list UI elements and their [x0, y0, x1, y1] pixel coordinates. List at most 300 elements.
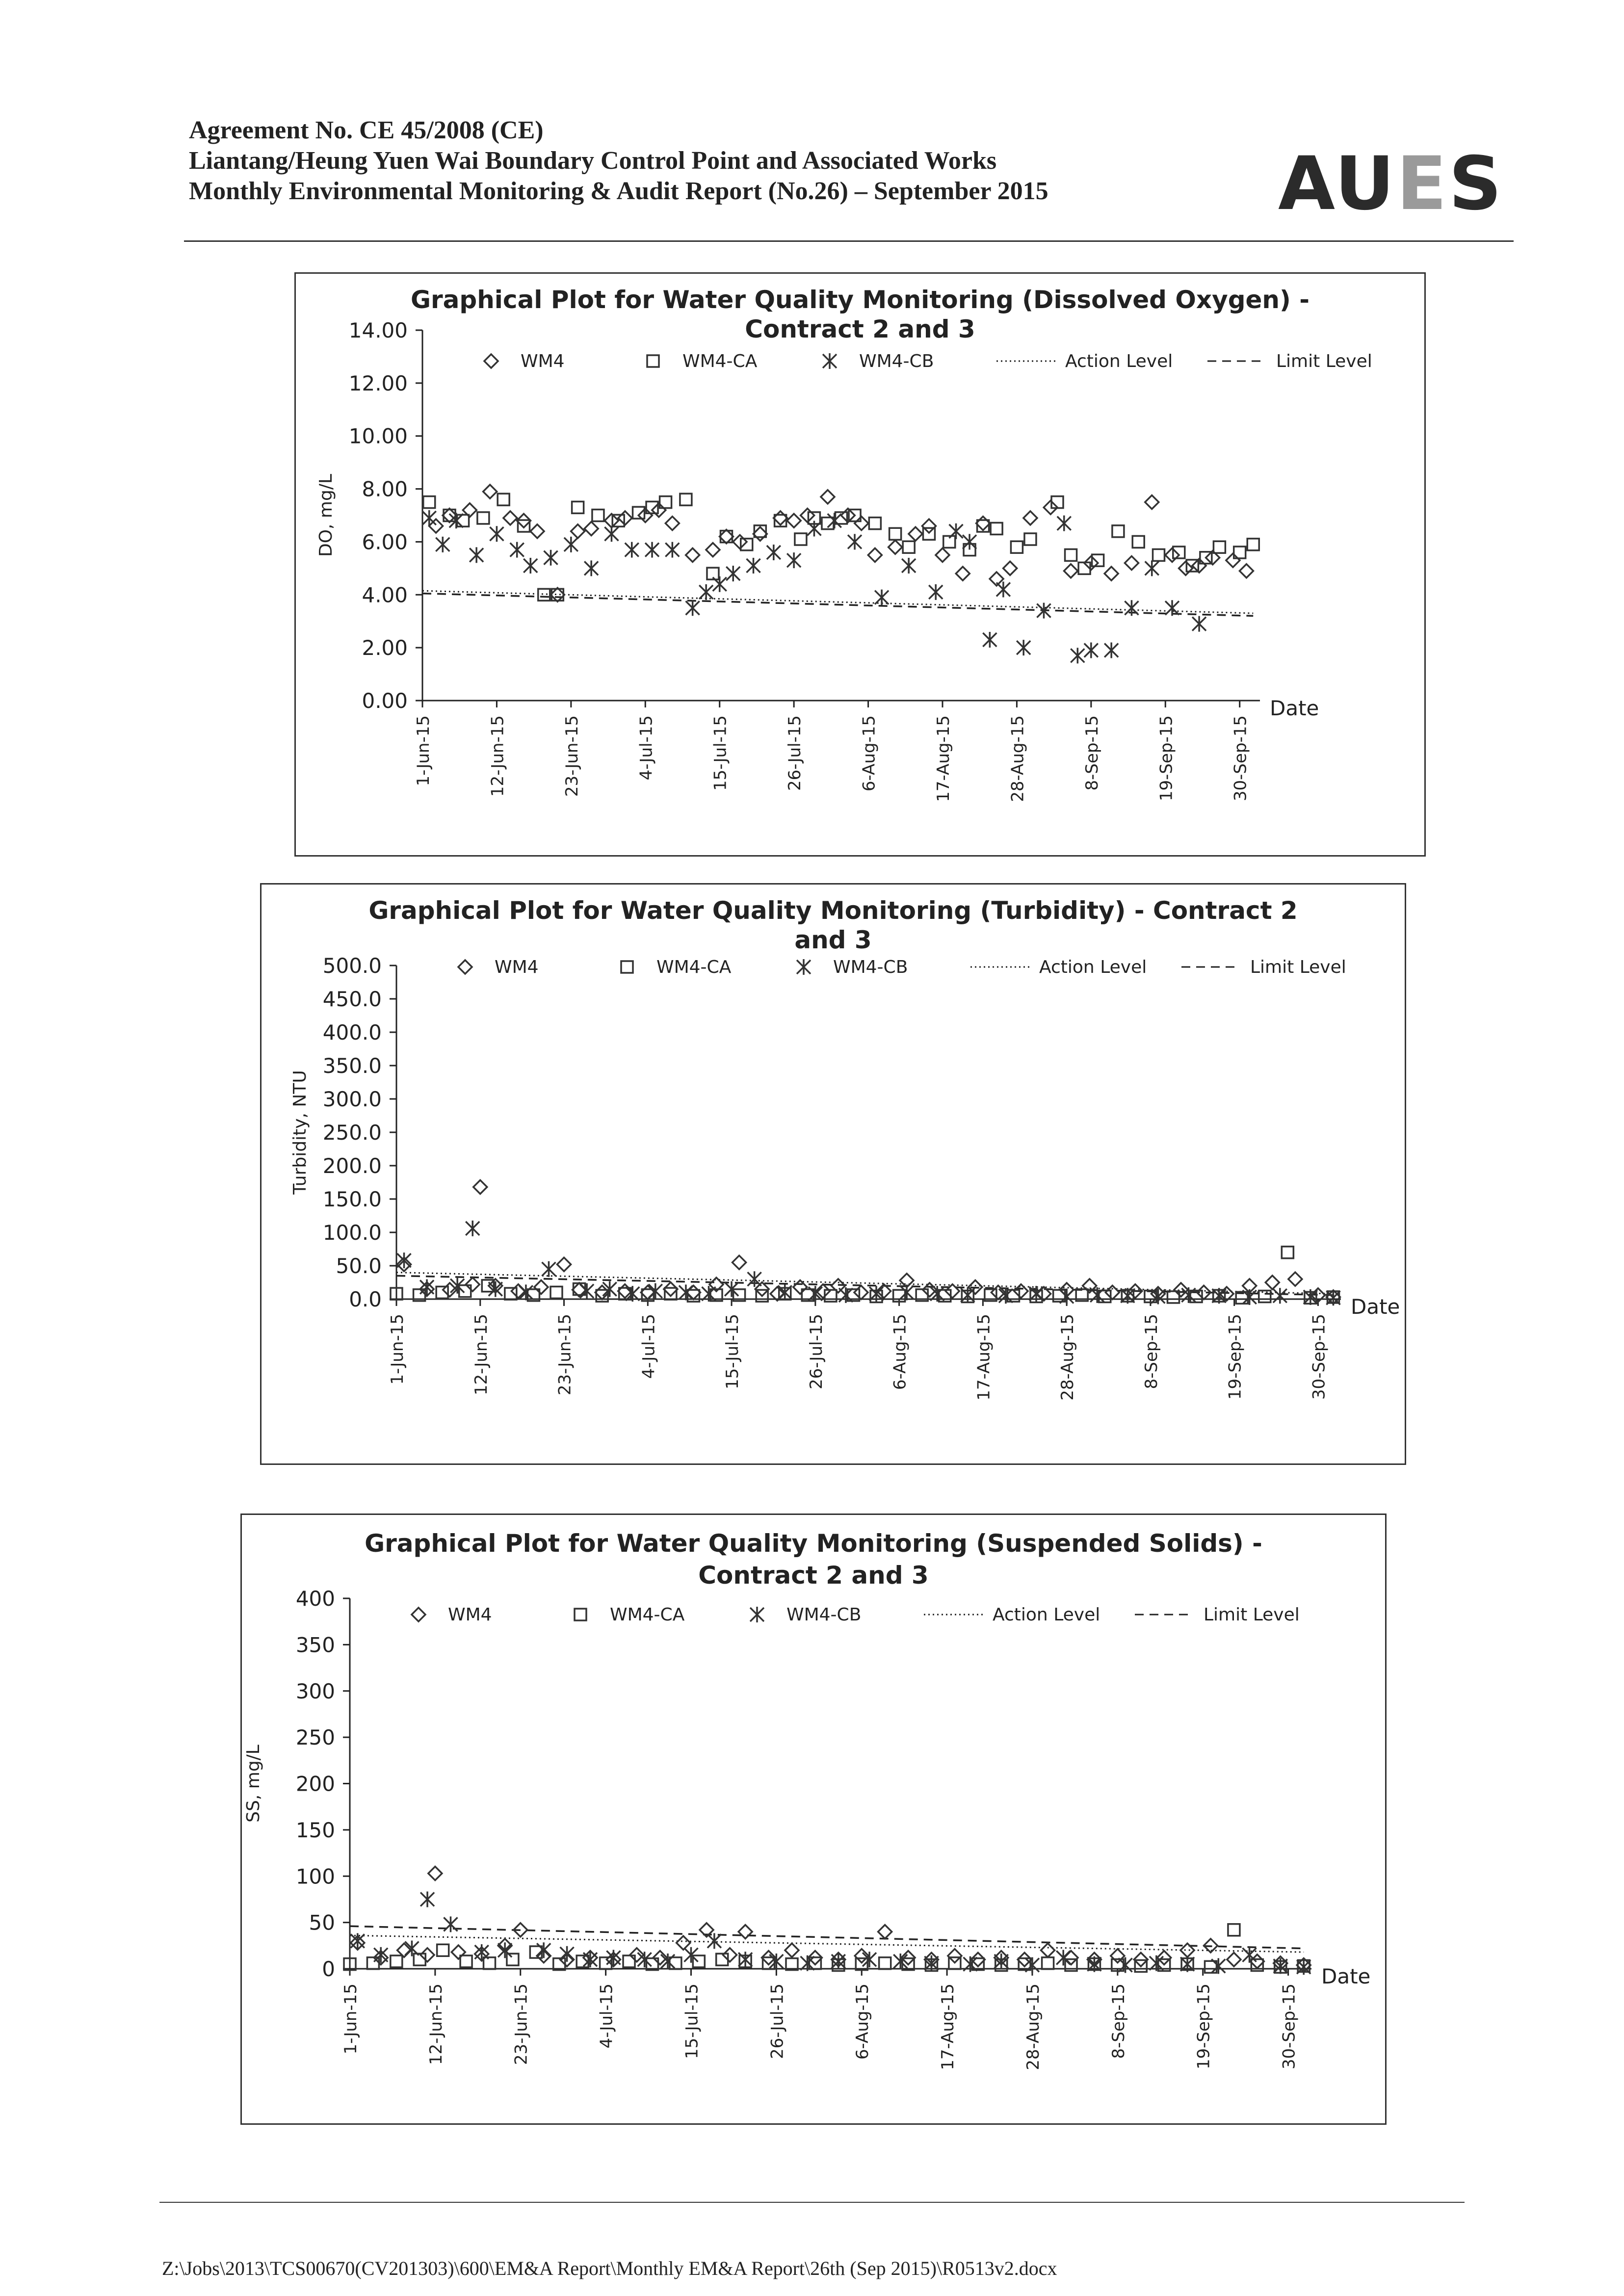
legend-marker-wm4 — [458, 960, 472, 974]
point-wm4-cb — [1125, 600, 1138, 616]
point-wm4 — [723, 1948, 737, 1962]
point-wm4-cb — [828, 513, 841, 528]
point-wm4 — [1174, 1283, 1188, 1297]
y-tick-label: 450.0 — [322, 987, 382, 1011]
point-wm4-ca — [763, 1957, 775, 1969]
y-axis-label: SS, mg/L — [243, 1745, 263, 1823]
point-wm4-cb — [809, 1286, 822, 1302]
turbidity-chart-svg — [262, 885, 1405, 1463]
point-wm4 — [787, 514, 801, 527]
legend-label: WM4 — [495, 957, 539, 977]
limit-level-line — [350, 1926, 1304, 1948]
point-wm4-cb — [490, 526, 503, 542]
point-wm4-cb — [699, 584, 713, 600]
point-wm4 — [503, 511, 517, 525]
point-wm4-cb — [397, 1252, 411, 1268]
point-wm4-cb — [537, 1942, 550, 1958]
point-wm4 — [878, 1925, 892, 1939]
point-wm4-ca — [795, 533, 807, 545]
point-wm4-cb — [1145, 560, 1159, 576]
point-wm4 — [889, 540, 902, 554]
point-wm4 — [1192, 559, 1206, 573]
y-tick-label: 350 — [295, 1633, 335, 1657]
point-wm4 — [571, 524, 585, 538]
y-tick-label: 12.00 — [348, 371, 408, 395]
y-tick-label: 50 — [309, 1910, 335, 1935]
point-wm4-ca — [1065, 549, 1077, 561]
legend-label: WM4 — [448, 1605, 492, 1625]
point-wm4 — [821, 490, 835, 504]
point-wm4-cb — [848, 534, 862, 549]
x-axis-label: Date — [1321, 1964, 1371, 1988]
x-tick-label: 12-Jun-15 — [488, 715, 508, 797]
point-wm4-cb — [949, 523, 963, 539]
y-tick-label: 350.0 — [322, 1054, 382, 1078]
point-wm4 — [733, 535, 747, 548]
point-wm4-cb — [1192, 616, 1206, 632]
point-wm4-ca — [670, 1957, 681, 1969]
legend-label: Action Level — [993, 1605, 1100, 1625]
point-wm4-ca — [633, 507, 645, 519]
point-wm4 — [473, 1180, 487, 1194]
point-wm4-cb — [707, 1933, 721, 1949]
point-wm4 — [785, 1943, 799, 1957]
point-wm4-cb — [564, 537, 578, 552]
legend-label: WM4-CB — [859, 351, 934, 371]
legend-marker-wm4 — [412, 1608, 425, 1621]
point-wm4-cb — [995, 1954, 1008, 1969]
x-tick-label: 4-Jul-15 — [636, 715, 656, 781]
point-wm4-ca — [1024, 533, 1036, 545]
y-tick-label: 0 — [322, 1957, 335, 1981]
point-wm4 — [1125, 556, 1138, 570]
point-wm4-cb — [1304, 1289, 1317, 1305]
logo-text-end: S — [1448, 141, 1504, 227]
x-tick-label: 17-Aug-15 — [974, 1314, 994, 1401]
point-wm4-cb — [726, 566, 740, 581]
point-wm4 — [534, 1280, 548, 1294]
x-tick-label: 28-Aug-15 — [1058, 1314, 1078, 1401]
point-wm4 — [1105, 1285, 1119, 1299]
y-tick-label: 300.0 — [322, 1087, 382, 1111]
y-tick-label: 100 — [295, 1864, 335, 1889]
series-wm4 — [351, 1867, 1310, 1972]
point-wm4-ca — [1092, 554, 1104, 566]
point-wm4 — [738, 1925, 752, 1939]
x-tick-label: 15-Jul-15 — [710, 715, 731, 791]
point-wm4 — [604, 514, 618, 527]
point-wm4-cb — [626, 1286, 639, 1302]
point-wm4-cb — [1104, 643, 1118, 658]
point-wm4 — [638, 509, 652, 522]
point-wm4-ca — [1011, 541, 1022, 553]
point-wm4 — [1157, 1951, 1171, 1964]
point-wm4-ca — [1132, 536, 1144, 548]
point-wm4 — [550, 588, 564, 601]
point-wm4 — [855, 517, 868, 530]
chart-title-line: and 3 — [794, 926, 872, 954]
point-wm4-cb — [963, 534, 976, 549]
point-wm4-cb — [1243, 1947, 1257, 1963]
point-wm4 — [1288, 1272, 1302, 1286]
point-wm4 — [665, 517, 679, 530]
point-wm4 — [1003, 561, 1017, 575]
point-wm4-cb — [713, 576, 727, 592]
series-wm4-ca — [423, 494, 1259, 600]
ss-chart-svg — [242, 1515, 1385, 2123]
y-tick-label: 0.00 — [362, 689, 408, 713]
x-tick-label: 1-Jun-15 — [341, 1983, 361, 2055]
point-wm4-ca — [507, 1954, 519, 1965]
point-wm4-cb — [1060, 1289, 1074, 1305]
chart-turbidity — [260, 883, 1406, 1465]
point-wm4-cb — [420, 1891, 434, 1907]
x-tick-label: 4-Jul-15 — [597, 1983, 617, 2049]
y-axis-label: Turbidity, NTU — [290, 1070, 310, 1195]
point-wm4-cb — [489, 1281, 502, 1297]
point-wm4-cb — [405, 1940, 419, 1956]
point-wm4-cb — [961, 1287, 974, 1303]
point-wm4-cb — [422, 510, 436, 526]
point-wm4-cb — [839, 1287, 853, 1303]
point-wm4-ca — [720, 531, 732, 543]
point-wm4 — [1165, 548, 1179, 562]
point-wm4-cb — [625, 542, 639, 558]
point-wm4 — [1064, 1951, 1078, 1964]
legend-label: WM4-CB — [786, 1605, 862, 1625]
point-wm4-ca — [1153, 549, 1165, 561]
point-wm4-ca — [939, 1290, 951, 1302]
point-wm4-ca — [890, 528, 901, 540]
point-wm4-cb — [604, 526, 618, 542]
chart-title-line: Graphical Plot for Water Quality Monitoring (Turbidity) - Contract 2 — [368, 896, 1298, 925]
point-wm4 — [774, 511, 787, 525]
point-wm4-ca — [1282, 1247, 1293, 1258]
legend-label: WM4 — [521, 351, 565, 371]
point-wm4-cb — [1165, 600, 1179, 616]
point-wm4 — [753, 527, 767, 541]
point-wm4 — [719, 530, 733, 544]
legend-label: WM4-CA — [682, 351, 758, 371]
legend-label: Limit Level — [1204, 1605, 1300, 1625]
point-wm4 — [1014, 1284, 1028, 1298]
legend-marker-wm4-ca — [621, 961, 633, 973]
do-chart-svg — [296, 274, 1424, 855]
series-wm4-ca — [344, 1924, 1310, 1973]
x-tick-label: 19-Sep-15 — [1156, 715, 1177, 802]
y-tick-label: 2.00 — [362, 636, 408, 660]
y-axis-label: DO, mg/L — [316, 473, 336, 557]
point-wm4-cb — [510, 542, 524, 558]
point-wm4 — [971, 1953, 985, 1966]
y-tick-label: 8.00 — [362, 477, 408, 501]
legend — [412, 1605, 1300, 1625]
x-tick-label: 30-Sep-15 — [1279, 1983, 1299, 2070]
point-wm4-cb — [801, 1956, 814, 1971]
point-wm4-ca — [903, 541, 915, 553]
point-wm4-cb — [1182, 1287, 1196, 1303]
aues-logo — [1278, 141, 1504, 227]
x-tick-label: 15-Jul-15 — [682, 1983, 702, 2059]
point-wm4 — [733, 1255, 746, 1269]
legend-label: WM4-CA — [656, 957, 732, 977]
point-wm4-ca — [437, 1944, 449, 1956]
point-wm4-ca — [592, 510, 604, 522]
point-wm4-cb — [702, 1286, 715, 1302]
point-wm4-cb — [665, 542, 679, 558]
y-tick-label: 14.00 — [348, 318, 408, 342]
point-wm4 — [1265, 1276, 1279, 1289]
point-wm4-ca — [741, 539, 753, 550]
y-tick-label: 400.0 — [322, 1020, 382, 1044]
legend — [458, 957, 1346, 977]
point-wm4 — [1145, 496, 1159, 509]
point-wm4-cb — [524, 558, 537, 574]
legend-label: Limit Level — [1276, 351, 1372, 371]
point-wm4-cb — [924, 1956, 938, 1971]
point-wm4-cb — [1119, 1957, 1132, 1973]
series-wm4 — [429, 485, 1254, 601]
y-tick-label: 100.0 — [322, 1221, 382, 1245]
point-wm4-ca — [477, 512, 489, 524]
legend-marker-wm4 — [484, 354, 498, 368]
point-wm4-ca — [1259, 1291, 1271, 1303]
x-tick-label: 12-Jun-15 — [426, 1983, 446, 2065]
point-wm4-ca — [665, 1288, 677, 1300]
point-wm4-ca — [551, 589, 563, 600]
x-tick-label: 26-Jul-15 — [767, 1983, 787, 2059]
point-wm4-cb — [1180, 1957, 1194, 1972]
y-tick-label: 300 — [295, 1679, 335, 1703]
point-wm4 — [584, 522, 598, 535]
point-wm4-cb — [679, 1284, 693, 1300]
y-tick-label: 50.0 — [336, 1254, 382, 1278]
y-tick-label: 4.00 — [362, 583, 408, 607]
legend-label: Action Level — [1039, 957, 1147, 977]
point-wm4-cb — [519, 1284, 533, 1300]
point-wm4 — [530, 524, 544, 538]
point-wm4-ca — [1173, 547, 1185, 558]
point-wm4-cb — [929, 584, 943, 600]
point-wm4-cb — [747, 558, 760, 574]
point-wm4 — [652, 503, 666, 517]
x-tick-label: 1-Jun-15 — [388, 1314, 407, 1385]
y-tick-label: 400 — [295, 1587, 335, 1611]
point-wm4-cb — [787, 552, 801, 568]
point-wm4-cb — [778, 1284, 792, 1300]
legend-marker-wm4-ca — [647, 355, 659, 367]
point-wm4-ca — [1247, 539, 1259, 550]
point-wm4 — [706, 543, 720, 557]
legend — [484, 351, 1372, 371]
point-wm4 — [618, 511, 632, 525]
point-wm4-cb — [1017, 640, 1030, 655]
point-wm4 — [1104, 567, 1118, 580]
point-wm4-cb — [466, 1221, 479, 1236]
point-wm4-ca — [414, 1954, 425, 1965]
x-tick-label: 8-Sep-15 — [1141, 1314, 1161, 1389]
point-wm4-cb — [1326, 1290, 1340, 1305]
point-wm4-ca — [825, 1290, 837, 1302]
point-wm4 — [420, 1948, 434, 1962]
x-tick-label: 6-Aug-15 — [890, 1314, 910, 1390]
footer-file-path: Z:\Jobs\2013\TCS00670(CV201303)\600\EM&A Report\Monthly EM&A Report\26th (Sep 2015)\R0513v2.docx — [162, 2257, 1057, 2279]
point-wm4-ca — [991, 522, 1002, 534]
x-tick-label: 12-Jun-15 — [471, 1314, 491, 1396]
x-tick-label: 19-Sep-15 — [1225, 1314, 1245, 1400]
x-tick-label: 23-Jun-15 — [562, 715, 582, 797]
logo-text-light: E — [1396, 141, 1449, 227]
point-wm4-ca — [716, 1954, 728, 1965]
x-tick-label: 26-Jul-15 — [785, 715, 805, 791]
point-wm4 — [1018, 1953, 1031, 1966]
point-wm4-cb — [1057, 516, 1071, 531]
point-wm4-ca — [1042, 1957, 1054, 1969]
x-tick-label: 19-Sep-15 — [1194, 1983, 1214, 2070]
x-tick-label: 6-Aug-15 — [859, 715, 879, 792]
x-tick-label: 17-Aug-15 — [933, 715, 953, 802]
legend-marker-wm4-cb — [823, 353, 837, 369]
x-tick-label: 15-Jul-15 — [723, 1314, 743, 1389]
point-wm4-ca — [879, 1957, 891, 1969]
point-wm4 — [956, 567, 969, 580]
y-tick-label: 200 — [295, 1772, 335, 1796]
point-wm4-cb — [869, 1286, 883, 1302]
point-wm4-ca — [484, 1957, 496, 1969]
point-wm4 — [1227, 1953, 1241, 1966]
point-wm4-ca — [869, 518, 881, 529]
point-wm4-cb — [900, 1284, 914, 1300]
point-wm4-cb — [1029, 1286, 1043, 1302]
point-wm4-cb — [1090, 1287, 1104, 1303]
y-tick-label: 10.00 — [348, 424, 408, 448]
y-tick-label: 0.0 — [349, 1287, 382, 1311]
point-wm4 — [1250, 1955, 1264, 1968]
point-wm4 — [677, 1936, 690, 1950]
point-wm4 — [948, 1949, 962, 1963]
chart-dissolved-oxygen — [294, 272, 1426, 857]
point-wm4-cb — [1056, 1950, 1070, 1965]
y-tick-label: 150.0 — [322, 1187, 382, 1211]
legend-label: Limit Level — [1250, 957, 1346, 977]
report-line: Monthly Environmental Monitoring & Audit Report (No.26) – September 2015 — [189, 177, 1048, 205]
header-rule — [184, 240, 1514, 242]
point-wm4-ca — [391, 1956, 402, 1967]
point-wm4-cb — [649, 1283, 662, 1299]
y-tick-label: 500.0 — [322, 954, 382, 978]
legend-marker-wm4-ca — [575, 1609, 586, 1620]
x-tick-label: 28-Aug-15 — [1023, 1983, 1043, 2070]
point-wm4 — [443, 509, 456, 522]
y-tick-label: 150 — [295, 1818, 335, 1842]
legend-label: WM4-CA — [610, 1605, 685, 1625]
point-wm4 — [1111, 1949, 1125, 1963]
y-tick-label: 250 — [295, 1725, 335, 1750]
point-wm4-cb — [1087, 1957, 1101, 1972]
point-wm4 — [854, 1285, 868, 1299]
chart-title-line: Graphical Plot for Water Quality Monitoring (Suspended Solids) - — [365, 1529, 1262, 1558]
x-tick-label: 26-Jul-15 — [806, 1314, 826, 1389]
x-tick-label: 6-Aug-15 — [853, 1983, 873, 2060]
y-tick-label: 200.0 — [322, 1154, 382, 1178]
logo-text-main: AU — [1278, 141, 1397, 227]
point-wm4-cb — [542, 1261, 555, 1277]
point-wm4-cb — [1150, 1956, 1163, 1971]
point-wm4 — [801, 509, 814, 522]
y-tick-label: 6.00 — [362, 530, 408, 554]
legend-marker-wm4-cb — [797, 959, 811, 975]
agreement-line: Agreement No. CE 45/2008 (CE) — [189, 116, 544, 144]
point-wm4-cb — [580, 1283, 594, 1299]
point-wm4-cb — [444, 1916, 457, 1932]
footer-rule — [159, 2202, 1465, 2203]
point-wm4-cb — [1273, 1288, 1287, 1304]
point-wm4 — [793, 1280, 807, 1294]
series-wm4-cb — [422, 510, 1206, 663]
point-wm4-cb — [584, 560, 598, 576]
point-wm4-cb — [738, 1952, 752, 1967]
x-axis-label: Date — [1270, 696, 1319, 720]
point-wm4-cb — [748, 1271, 761, 1287]
point-wm4 — [1179, 561, 1193, 575]
point-wm4 — [922, 519, 936, 533]
point-wm4-cb — [875, 590, 889, 605]
point-wm4-cb — [1211, 1958, 1225, 1974]
point-wm4-cb — [1071, 648, 1084, 663]
point-wm4 — [557, 1257, 571, 1271]
legend-marker-wm4-cb — [750, 1607, 764, 1622]
chart-title-line: Graphical Plot for Water Quality Monitoring (Dissolved Oxygen) - — [410, 286, 1310, 314]
point-wm4 — [428, 1867, 442, 1880]
point-wm4-ca — [457, 515, 469, 526]
point-wm4-ca — [518, 520, 529, 532]
point-wm4-ca — [538, 589, 550, 600]
point-wm4 — [1064, 564, 1078, 578]
x-tick-label: 17-Aug-15 — [938, 1983, 958, 2070]
x-tick-label: 4-Jul-15 — [639, 1314, 659, 1379]
point-wm4-cb — [983, 632, 996, 648]
point-wm4 — [1023, 511, 1037, 525]
x-tick-label: 1-Jun-15 — [414, 715, 433, 786]
point-wm4-ca — [680, 494, 692, 505]
chart-title-line: Contract 2 and 3 — [745, 315, 975, 343]
point-wm4-ca — [1112, 525, 1124, 537]
point-wm4-cb — [902, 558, 916, 574]
point-wm4-ca — [572, 501, 584, 513]
point-wm4-cb — [1084, 643, 1098, 658]
point-wm4 — [909, 527, 922, 541]
point-wm4 — [1239, 564, 1253, 578]
point-wm4-ca — [498, 494, 509, 505]
point-wm4 — [1226, 553, 1240, 567]
legend-label: WM4-CB — [833, 957, 908, 977]
x-tick-label: 28-Aug-15 — [1008, 715, 1028, 802]
point-wm4 — [936, 548, 949, 562]
point-wm4-ca — [1213, 541, 1225, 553]
point-wm4 — [686, 1285, 700, 1299]
x-tick-label: 30-Sep-15 — [1309, 1314, 1329, 1400]
point-wm4-cb — [498, 1942, 512, 1958]
x-axis-label: Date — [1351, 1295, 1400, 1319]
point-wm4-cb — [686, 600, 700, 616]
point-wm4-ca — [1228, 1924, 1240, 1936]
point-wm4-ca — [550, 1286, 562, 1298]
legend-label: Action Level — [1065, 351, 1173, 371]
point-wm4-cb — [1212, 1288, 1226, 1304]
x-tick-label: 8-Sep-15 — [1108, 1983, 1128, 2059]
point-wm4-cb — [996, 582, 1010, 598]
chart-suspended-solids — [240, 1513, 1387, 2125]
